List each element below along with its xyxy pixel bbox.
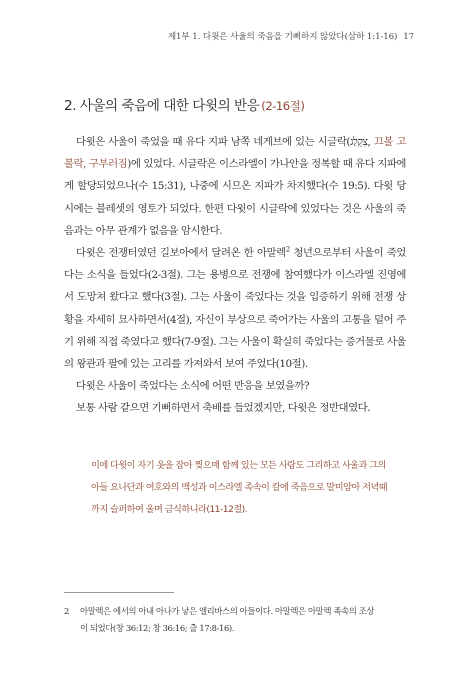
footnote-number: 2 [64, 606, 69, 616]
footnote-marker[interactable]: 2 [285, 245, 290, 254]
paragraph-1-text-d: )에 있었다. 시글락은 이스라엘이 가나안을 정복할 때 유다 지파에게 할당되었으나(수 15:31), 나중에 시므온 지파가 차지했다(수 19:5). 다윗 당시에는 블레셋의 영토가 되었다. 한편 다윗이 시글락에 있었다는 것은 사울의 죽음과는 아무 관계가 없음을 암시한다. [64, 158, 406, 237]
paragraph-2-text-a: 다윗은 전쟁터였던 길보아에서 달려온 한 아말렉 [76, 247, 286, 260]
footnote-line-2: 이 되었다(창 36:12; 창 36:16; 출 17:8-16). [80, 622, 235, 633]
paragraph-1 [64, 131, 406, 242]
hebrew-word: צִקְלַג [350, 136, 368, 148]
transliteration: 끄볼 [373, 136, 393, 148]
paragraph-2-text-b: 청년으로부터 사울이 죽었다는 소식을 들었다(2-3절). 그는 용병으로 전쟁에 참여했다가 이스라엘 진영에서 도망쳐 왔다고 했다(3절). 그는 사울이 죽었다는 것을 입증하기 위해 전쟁 상황을 자세히 묘사하면서(4절), 자신이 부상으로 죽어가는 사울의 고통을 덜어 주기 위해 직접 죽였다고 했다(7-9절). 그는 사울이 확실히 죽었다는 증거물로 사울의 왕관과 팔에 있는 고리를 가져와서 보여 주었다(10절). [64, 247, 406, 371]
page-number: 17 [403, 32, 414, 42]
running-head [168, 30, 414, 42]
footnote [64, 603, 414, 636]
footnote-line-1: 아말렉은 에서의 아내 아나가 낳은 엘리바스의 아들이다. 아말렉은 아말렉 족속의 조상 [80, 606, 375, 616]
paragraph-4: 보통 사람 같으면 기뻐하면서 축배를 들었겠지만, 다윗은 정반대였다. [76, 402, 371, 415]
body-text [64, 131, 406, 420]
section-title-ref: (2-16절) [261, 99, 305, 113]
section-title-text: 2. 사울의 죽음에 대한 다윗의 반응 [64, 98, 260, 114]
scripture-quote: 이에 다윗이 자기 옷을 잡아 찢으매 함께 있는 모든 사람도 그리하고 사울과 그의 아들 요나단과 여호와의 백성과 이스라엘 족속이 칼에 죽음으로 말미암아 저녁때까지 슬퍼하여 울며 금식하니라(11-12절). [91, 460, 388, 515]
running-head-text: 제1부 1. 다윗은 사울의 죽음을 기뻐하지 않았다(삼하 1:1-16) [167, 32, 398, 42]
paragraph-2 [64, 242, 406, 375]
word-meaning: 고볼락, 구부러짐 [64, 136, 406, 171]
section-title [64, 94, 304, 114]
paragraph-1-text-b: , [367, 136, 374, 148]
paragraph-1-text-a: 다윗은 사울이 죽었을 때 유다 지파 남쪽 네게브에 있는 시글락( [76, 136, 351, 148]
footnote-divider [64, 592, 174, 593]
paragraph-3: 다윗은 사울이 죽었다는 소식에 어떤 반응을 보였을까? [76, 380, 310, 393]
